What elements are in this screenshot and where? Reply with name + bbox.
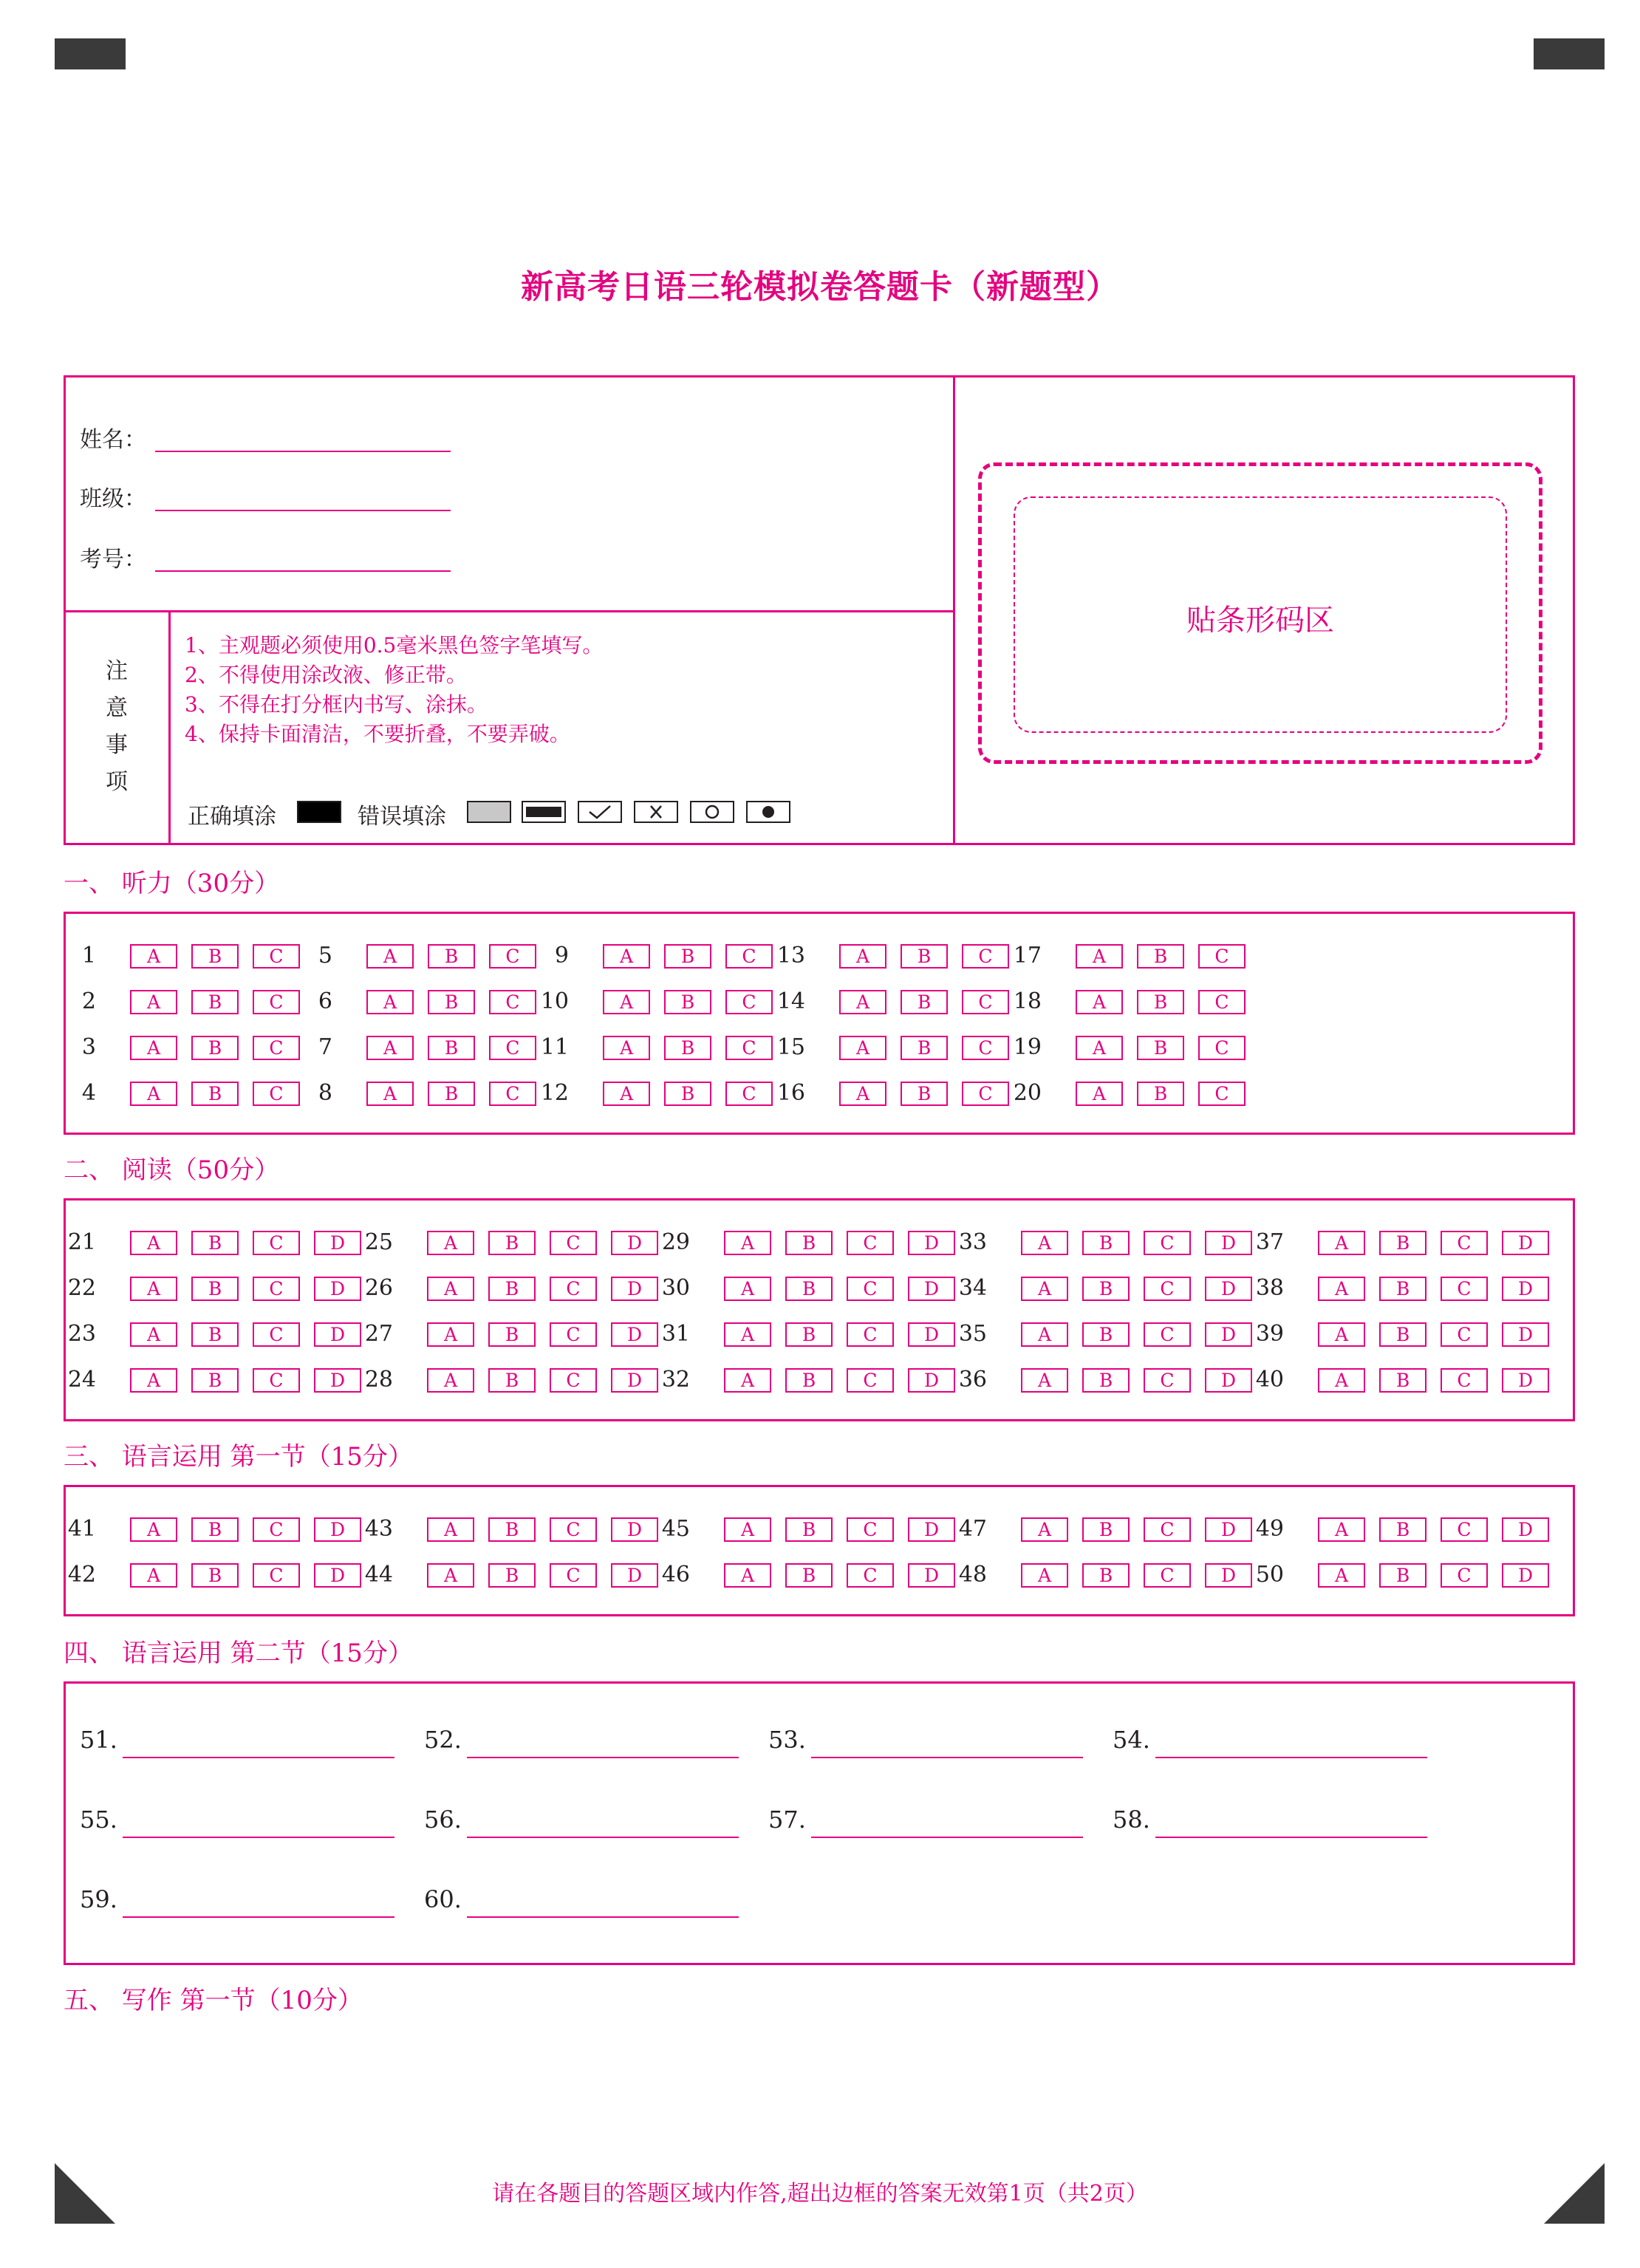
answer-option-8-C[interactable]: C — [489, 1082, 536, 1106]
answer-option-24-C[interactable]: C — [253, 1368, 300, 1393]
question-number: 18 — [1013, 988, 1042, 1014]
answer-option-9-C[interactable]: C — [725, 944, 773, 969]
answer-option-48-A[interactable]: A — [1021, 1563, 1068, 1588]
answer-option-25-A[interactable]: A — [427, 1231, 474, 1255]
answer-option-23-D[interactable]: D — [314, 1322, 361, 1347]
answer-option-40-D[interactable]: D — [1502, 1368, 1549, 1393]
answer-option-32-A[interactable]: A — [724, 1368, 771, 1393]
question-number: 2 — [81, 988, 96, 1014]
answer-option-37-D[interactable]: D — [1502, 1231, 1549, 1255]
answer-option-41-C[interactable]: C — [253, 1517, 300, 1542]
answer-option-35-D[interactable]: D — [1205, 1322, 1252, 1347]
answer-option-12-B[interactable]: B — [664, 1082, 711, 1106]
registration-mark-top-left — [55, 38, 126, 69]
answer-option-33-C[interactable]: C — [1144, 1231, 1191, 1255]
answer-option-33-B[interactable]: B — [1082, 1231, 1130, 1255]
question-number: 41 — [67, 1516, 96, 1542]
answer-option-8-A[interactable]: A — [366, 1082, 414, 1106]
answer-option-16-A[interactable]: A — [839, 1082, 886, 1106]
answer-option-37-B[interactable]: B — [1379, 1231, 1427, 1255]
section-heading-language-use-2: 四、 语言运用 第二节（15分） — [64, 1639, 413, 1668]
answer-option-20-B[interactable]: B — [1137, 1082, 1184, 1106]
answer-option-21-B[interactable]: B — [191, 1231, 239, 1255]
answer-option-30-A[interactable]: A — [724, 1277, 771, 1301]
notice-item: 1、主观题必须使用0.5毫米黑色签字笔填写。 — [185, 633, 604, 657]
answer-option-20-C[interactable]: C — [1198, 1082, 1246, 1106]
answer-option-36-A[interactable]: A — [1021, 1368, 1068, 1393]
wrong-fill-cross-icon — [634, 801, 678, 823]
answer-option-38-A[interactable]: A — [1318, 1277, 1365, 1301]
answer-option-35-B[interactable]: B — [1082, 1322, 1130, 1347]
answer-option-22-A[interactable]: A — [130, 1277, 177, 1301]
answer-option-27-C[interactable]: C — [550, 1322, 597, 1347]
answer-option-44-C[interactable]: C — [550, 1563, 597, 1588]
answer-option-36-C[interactable]: C — [1144, 1368, 1191, 1393]
answer-option-44-A[interactable]: A — [427, 1563, 474, 1588]
answer-option-38-C[interactable]: C — [1441, 1277, 1488, 1301]
wrong-fill-gray-sample — [467, 801, 511, 823]
answer-option-44-B[interactable]: B — [488, 1563, 536, 1588]
question-number: 13 — [776, 943, 805, 969]
answer-option-45-D[interactable]: D — [908, 1517, 955, 1542]
correct-fill-label: 正确填涂 — [188, 804, 276, 830]
question-number: 42 — [67, 1562, 96, 1588]
class-field[interactable] — [155, 510, 451, 511]
question-number: 33 — [958, 1229, 987, 1255]
question-number: 38 — [1255, 1275, 1284, 1301]
blank-answer-line[interactable] — [123, 1837, 394, 1838]
answer-option-47-D[interactable]: D — [1205, 1517, 1252, 1542]
answer-option-18-A[interactable]: A — [1076, 990, 1123, 1014]
answer-option-46-C[interactable]: C — [847, 1563, 894, 1588]
answer-option-12-A[interactable]: A — [603, 1082, 650, 1106]
question-number: 14 — [776, 988, 805, 1014]
answer-option-34-C[interactable]: C — [1144, 1277, 1191, 1301]
question-number: 48 — [958, 1562, 987, 1588]
answer-option-49-C[interactable]: C — [1441, 1517, 1488, 1542]
answer-option-14-A[interactable]: A — [839, 990, 886, 1014]
blank-number: 55. — [80, 1806, 117, 1834]
name-field[interactable] — [155, 451, 451, 452]
answer-option-7-C[interactable]: C — [489, 1036, 536, 1060]
answer-option-42-B[interactable]: B — [191, 1563, 239, 1588]
answer-option-26-D[interactable]: D — [611, 1277, 658, 1301]
answer-option-23-B[interactable]: B — [191, 1322, 239, 1347]
question-number: 31 — [661, 1321, 690, 1347]
answer-option-39-A[interactable]: A — [1318, 1322, 1365, 1347]
notice-title-char: 事 — [106, 732, 128, 758]
question-number: 28 — [364, 1367, 393, 1393]
answer-option-28-A[interactable]: A — [427, 1368, 474, 1393]
answer-option-19-B[interactable]: B — [1137, 1036, 1184, 1060]
answer-option-3-A[interactable]: A — [130, 1036, 177, 1060]
answer-option-3-B[interactable]: B — [191, 1036, 239, 1060]
answer-option-4-B[interactable]: B — [191, 1082, 239, 1106]
question-number: 5 — [318, 943, 332, 969]
answer-option-36-B[interactable]: B — [1082, 1368, 1130, 1393]
answer-option-49-B[interactable]: B — [1379, 1517, 1427, 1542]
answer-option-40-C[interactable]: C — [1441, 1368, 1488, 1393]
answer-option-46-A[interactable]: A — [724, 1563, 771, 1588]
answer-option-41-A[interactable]: A — [130, 1517, 177, 1542]
answer-option-23-C[interactable]: C — [253, 1322, 300, 1347]
blank-answer-line[interactable] — [1155, 1837, 1427, 1838]
answer-option-33-A[interactable]: A — [1021, 1231, 1068, 1255]
answer-option-2-A[interactable]: A — [130, 990, 177, 1014]
answer-option-14-B[interactable]: B — [901, 990, 948, 1014]
blank-answer-line[interactable] — [467, 1837, 739, 1838]
answer-option-48-D[interactable]: D — [1205, 1563, 1252, 1588]
answer-option-16-C[interactable]: C — [962, 1082, 1009, 1106]
section-heading-reading: 二、 阅读（50分） — [64, 1155, 280, 1185]
section-heading-writing: 五、 写作 第一节（10分） — [64, 1986, 363, 2015]
answer-option-39-B[interactable]: B — [1379, 1322, 1427, 1347]
section-heading-language-use-1: 三、 语言运用 第一节（15分） — [64, 1442, 413, 1472]
blank-number: 54. — [1113, 1726, 1150, 1754]
answer-option-24-A[interactable]: A — [130, 1368, 177, 1393]
question-number: 3 — [81, 1034, 96, 1060]
question-number: 19 — [1013, 1034, 1042, 1060]
answer-option-25-D[interactable]: D — [611, 1231, 658, 1255]
notice-title — [103, 653, 130, 801]
answer-option-38-B[interactable]: B — [1379, 1277, 1427, 1301]
answer-option-30-D[interactable]: D — [908, 1277, 955, 1301]
answer-option-22-C[interactable]: C — [253, 1277, 300, 1301]
answer-option-26-A[interactable]: A — [427, 1277, 474, 1301]
question-number: 43 — [364, 1516, 393, 1542]
blank-answer-line[interactable] — [1155, 1757, 1427, 1758]
question-number: 17 — [1013, 943, 1042, 969]
name-label: 姓名： — [80, 427, 146, 453]
answer-option-43-B[interactable]: B — [488, 1517, 536, 1542]
question-number: 36 — [958, 1367, 987, 1393]
answer-option-7-A[interactable]: A — [366, 1036, 414, 1060]
answer-option-10-B[interactable]: B — [664, 990, 711, 1014]
blank-answer-line[interactable] — [811, 1837, 1083, 1838]
answer-option-43-D[interactable]: D — [611, 1517, 658, 1542]
answer-option-4-A[interactable]: A — [130, 1082, 177, 1106]
notice-item: 2、不得使用涂改液、修正带。 — [185, 663, 467, 687]
page-footer: 请在各题目的答题区域内作答,超出边框的答案无效第1页（共2页） — [492, 2181, 1148, 2207]
answer-option-47-C[interactable]: C — [1144, 1517, 1191, 1542]
answer-option-45-A[interactable]: A — [724, 1517, 771, 1542]
answer-option-47-B[interactable]: B — [1082, 1517, 1130, 1542]
question-number: 46 — [661, 1562, 690, 1588]
question-number: 30 — [661, 1275, 690, 1301]
question-number: 11 — [540, 1034, 569, 1060]
answer-option-32-D[interactable]: D — [908, 1368, 955, 1393]
question-number: 23 — [67, 1321, 96, 1347]
answer-option-31-C[interactable]: C — [847, 1322, 894, 1347]
answer-option-28-B[interactable]: B — [488, 1368, 536, 1393]
answer-option-27-A[interactable]: A — [427, 1322, 474, 1347]
answer-option-35-C[interactable]: C — [1144, 1322, 1191, 1347]
answer-option-34-D[interactable]: D — [1205, 1277, 1252, 1301]
answer-option-37-C[interactable]: C — [1441, 1231, 1488, 1255]
question-number: 12 — [540, 1080, 569, 1106]
answer-option-34-B[interactable]: B — [1082, 1277, 1130, 1301]
question-number: 21 — [67, 1229, 96, 1255]
answer-option-50-B[interactable]: B — [1379, 1563, 1427, 1588]
blank-number: 53. — [768, 1726, 806, 1754]
answer-option-29-C[interactable]: C — [847, 1231, 894, 1255]
class-label: 班级： — [80, 486, 146, 512]
answer-option-1-A[interactable]: A — [130, 944, 177, 969]
question-number: 40 — [1255, 1367, 1284, 1393]
section-heading-listening: 一、 听力（30分） — [64, 869, 280, 898]
blank-answer-line[interactable] — [811, 1757, 1083, 1758]
answer-option-11-C[interactable]: C — [725, 1036, 773, 1060]
question-number: 25 — [364, 1229, 393, 1255]
blank-number: 60. — [424, 1885, 462, 1913]
answer-option-11-A[interactable]: A — [603, 1036, 650, 1060]
page-title: 新高考日语三轮模拟卷答题卡（新题型） — [521, 268, 1119, 306]
answer-option-42-D[interactable]: D — [314, 1563, 361, 1588]
answer-option-21-C[interactable]: C — [253, 1231, 300, 1255]
answer-option-18-B[interactable]: B — [1137, 990, 1184, 1014]
answer-option-50-C[interactable]: C — [1441, 1563, 1488, 1588]
answer-option-29-B[interactable]: B — [785, 1231, 833, 1255]
notice-item: 4、保持卡面清洁，不要折叠，不要弄破。 — [185, 722, 570, 746]
blank-answer-line[interactable] — [467, 1757, 739, 1758]
answer-option-9-A[interactable]: A — [603, 944, 650, 969]
question-number: 4 — [81, 1080, 96, 1106]
answer-option-30-B[interactable]: B — [785, 1277, 833, 1301]
notice-item: 3、不得在打分框内书写、涂抹。 — [185, 692, 488, 717]
answer-option-40-A[interactable]: A — [1318, 1368, 1365, 1393]
blank-number: 57. — [768, 1806, 806, 1834]
answer-option-16-B[interactable]: B — [901, 1082, 948, 1106]
answer-option-22-D[interactable]: D — [314, 1277, 361, 1301]
answer-option-1-B[interactable]: B — [191, 944, 239, 969]
question-number: 1 — [81, 943, 96, 969]
answer-option-38-D[interactable]: D — [1502, 1277, 1549, 1301]
answer-option-43-C[interactable]: C — [550, 1517, 597, 1542]
answer-option-13-C[interactable]: C — [962, 944, 1009, 969]
wrong-fill-circle-icon — [690, 801, 734, 823]
answer-option-31-D[interactable]: D — [908, 1322, 955, 1347]
answer-option-32-B[interactable]: B — [785, 1368, 833, 1393]
answer-option-46-B[interactable]: B — [785, 1563, 833, 1588]
answer-option-21-D[interactable]: D — [314, 1231, 361, 1255]
answer-option-17-B[interactable]: B — [1137, 944, 1184, 969]
answer-option-31-B[interactable]: B — [785, 1322, 833, 1347]
answer-option-2-C[interactable]: C — [253, 990, 300, 1014]
answer-option-26-B[interactable]: B — [488, 1277, 536, 1301]
question-number: 35 — [958, 1321, 987, 1347]
blank-number: 52. — [424, 1726, 462, 1754]
answer-option-6-A[interactable]: A — [366, 990, 414, 1014]
answer-option-40-B[interactable]: B — [1379, 1368, 1427, 1393]
question-number: 9 — [554, 943, 569, 969]
answer-option-15-C[interactable]: C — [962, 1036, 1009, 1060]
answer-option-13-A[interactable]: A — [839, 944, 886, 969]
answer-option-3-C[interactable]: C — [253, 1036, 300, 1060]
answer-option-49-A[interactable]: A — [1318, 1517, 1365, 1542]
answer-option-32-C[interactable]: C — [847, 1368, 894, 1393]
language-use-2-answer-frame — [64, 1681, 1575, 1965]
answer-option-31-A[interactable]: A — [724, 1322, 771, 1347]
exam-number-field[interactable] — [155, 570, 451, 572]
answer-option-6-C[interactable]: C — [489, 990, 536, 1014]
question-number: 50 — [1255, 1562, 1284, 1588]
answer-option-17-C[interactable]: C — [1198, 944, 1246, 969]
answer-option-15-B[interactable]: B — [901, 1036, 948, 1060]
answer-option-10-C[interactable]: C — [725, 990, 773, 1014]
answer-option-39-D[interactable]: D — [1502, 1322, 1549, 1347]
question-number: 47 — [958, 1516, 987, 1542]
question-number: 6 — [318, 988, 332, 1014]
question-number: 15 — [776, 1034, 805, 1060]
answer-option-44-D[interactable]: D — [611, 1563, 658, 1588]
answer-option-28-D[interactable]: D — [611, 1368, 658, 1393]
answer-option-12-C[interactable]: C — [725, 1082, 773, 1106]
blank-answer-line[interactable] — [123, 1916, 394, 1918]
barcode-label: 贴条形码区 — [1186, 604, 1334, 638]
answer-option-35-A[interactable]: A — [1021, 1322, 1068, 1347]
answer-option-8-B[interactable]: B — [428, 1082, 475, 1106]
language-use-1-answer-frame — [64, 1485, 1575, 1616]
question-number: 26 — [364, 1275, 393, 1301]
answer-option-36-D[interactable]: D — [1205, 1368, 1252, 1393]
answer-option-18-C[interactable]: C — [1198, 990, 1246, 1014]
answer-option-20-A[interactable]: A — [1076, 1082, 1123, 1106]
answer-option-39-C[interactable]: C — [1441, 1322, 1488, 1347]
correct-fill-sample — [297, 801, 341, 823]
answer-option-14-C[interactable]: C — [962, 990, 1009, 1014]
answer-option-4-C[interactable]: C — [253, 1082, 300, 1106]
blank-answer-line[interactable] — [123, 1757, 394, 1758]
answer-option-5-C[interactable]: C — [489, 944, 536, 969]
answer-option-17-A[interactable]: A — [1076, 944, 1123, 969]
answer-option-46-D[interactable]: D — [908, 1563, 955, 1588]
answer-option-48-C[interactable]: C — [1144, 1563, 1191, 1588]
answer-option-25-B[interactable]: B — [488, 1231, 536, 1255]
answer-option-15-A[interactable]: A — [839, 1036, 886, 1060]
answer-option-29-D[interactable]: D — [908, 1231, 955, 1255]
answer-option-27-D[interactable]: D — [611, 1322, 658, 1347]
answer-option-28-C[interactable]: C — [550, 1368, 597, 1393]
question-number: 44 — [364, 1562, 393, 1588]
registration-mark-top-right — [1534, 38, 1605, 69]
answer-option-1-C[interactable]: C — [253, 944, 300, 969]
answer-option-11-B[interactable]: B — [664, 1036, 711, 1060]
answer-option-47-A[interactable]: A — [1021, 1517, 1068, 1542]
answer-option-43-A[interactable]: A — [427, 1517, 474, 1542]
answer-option-49-D[interactable]: D — [1502, 1517, 1549, 1542]
answer-option-22-B[interactable]: B — [191, 1277, 239, 1301]
answer-option-42-A[interactable]: A — [130, 1563, 177, 1588]
notice-title-char: 意 — [106, 695, 128, 721]
question-number: 29 — [661, 1229, 690, 1255]
notice-title-char: 注 — [106, 658, 128, 684]
answer-option-45-B[interactable]: B — [785, 1517, 833, 1542]
answer-option-50-D[interactable]: D — [1502, 1563, 1549, 1588]
answer-option-50-A[interactable]: A — [1318, 1563, 1365, 1588]
answer-option-27-B[interactable]: B — [488, 1322, 536, 1347]
notice-title-char: 项 — [106, 769, 128, 795]
question-number: 27 — [364, 1321, 393, 1347]
question-number: 34 — [958, 1275, 987, 1301]
wrong-fill-check-icon — [578, 801, 622, 823]
answer-option-5-B[interactable]: B — [428, 944, 475, 969]
question-number: 20 — [1013, 1080, 1042, 1106]
exam-number-label: 考号： — [80, 547, 146, 573]
answer-option-19-A[interactable]: A — [1076, 1036, 1123, 1060]
question-number: 24 — [67, 1367, 96, 1393]
answer-option-5-A[interactable]: A — [366, 944, 414, 969]
blank-number: 59. — [80, 1885, 117, 1913]
question-number: 37 — [1255, 1229, 1284, 1255]
question-number: 45 — [661, 1516, 690, 1542]
answer-option-9-B[interactable]: B — [664, 944, 711, 969]
question-number: 10 — [540, 988, 569, 1014]
answer-option-7-B[interactable]: B — [428, 1036, 475, 1060]
answer-option-37-A[interactable]: A — [1318, 1231, 1365, 1255]
answer-option-30-C[interactable]: C — [847, 1277, 894, 1301]
blank-number: 58. — [1113, 1806, 1150, 1834]
answer-option-24-D[interactable]: D — [314, 1368, 361, 1393]
blank-number: 51. — [80, 1726, 117, 1754]
answer-option-45-C[interactable]: C — [847, 1517, 894, 1542]
answer-option-23-A[interactable]: A — [130, 1322, 177, 1347]
answer-option-34-A[interactable]: A — [1021, 1277, 1068, 1301]
question-number: 49 — [1255, 1516, 1284, 1542]
question-number: 7 — [318, 1034, 332, 1060]
answer-option-26-C[interactable]: C — [550, 1277, 597, 1301]
answer-option-41-D[interactable]: D — [314, 1517, 361, 1542]
wrong-fill-bar-sample — [522, 801, 566, 823]
answer-option-41-B[interactable]: B — [191, 1517, 239, 1542]
answer-option-33-D[interactable]: D — [1205, 1231, 1252, 1255]
answer-option-29-A[interactable]: A — [724, 1231, 771, 1255]
answer-option-10-A[interactable]: A — [603, 990, 650, 1014]
answer-option-2-B[interactable]: B — [191, 990, 239, 1014]
answer-option-13-B[interactable]: B — [901, 944, 948, 969]
answer-option-21-A[interactable]: A — [130, 1231, 177, 1255]
question-number: 8 — [318, 1080, 332, 1106]
blank-answer-line[interactable] — [467, 1916, 739, 1918]
question-number: 22 — [67, 1275, 96, 1301]
question-number: 32 — [661, 1367, 690, 1393]
answer-option-6-B[interactable]: B — [428, 990, 475, 1014]
blank-number: 56. — [424, 1806, 462, 1834]
answer-option-24-B[interactable]: B — [191, 1368, 239, 1393]
wrong-fill-label: 错误填涂 — [358, 804, 446, 830]
question-number: 16 — [776, 1080, 805, 1106]
notice-title-divider — [168, 610, 171, 845]
answer-option-48-B[interactable]: B — [1082, 1563, 1130, 1588]
answer-option-42-C[interactable]: C — [253, 1563, 300, 1588]
answer-option-25-C[interactable]: C — [550, 1231, 597, 1255]
answer-option-19-C[interactable]: C — [1198, 1036, 1246, 1060]
header-divider-horizontal — [64, 610, 954, 612]
question-number: 39 — [1255, 1321, 1284, 1347]
wrong-fill-dot-icon — [746, 801, 790, 823]
